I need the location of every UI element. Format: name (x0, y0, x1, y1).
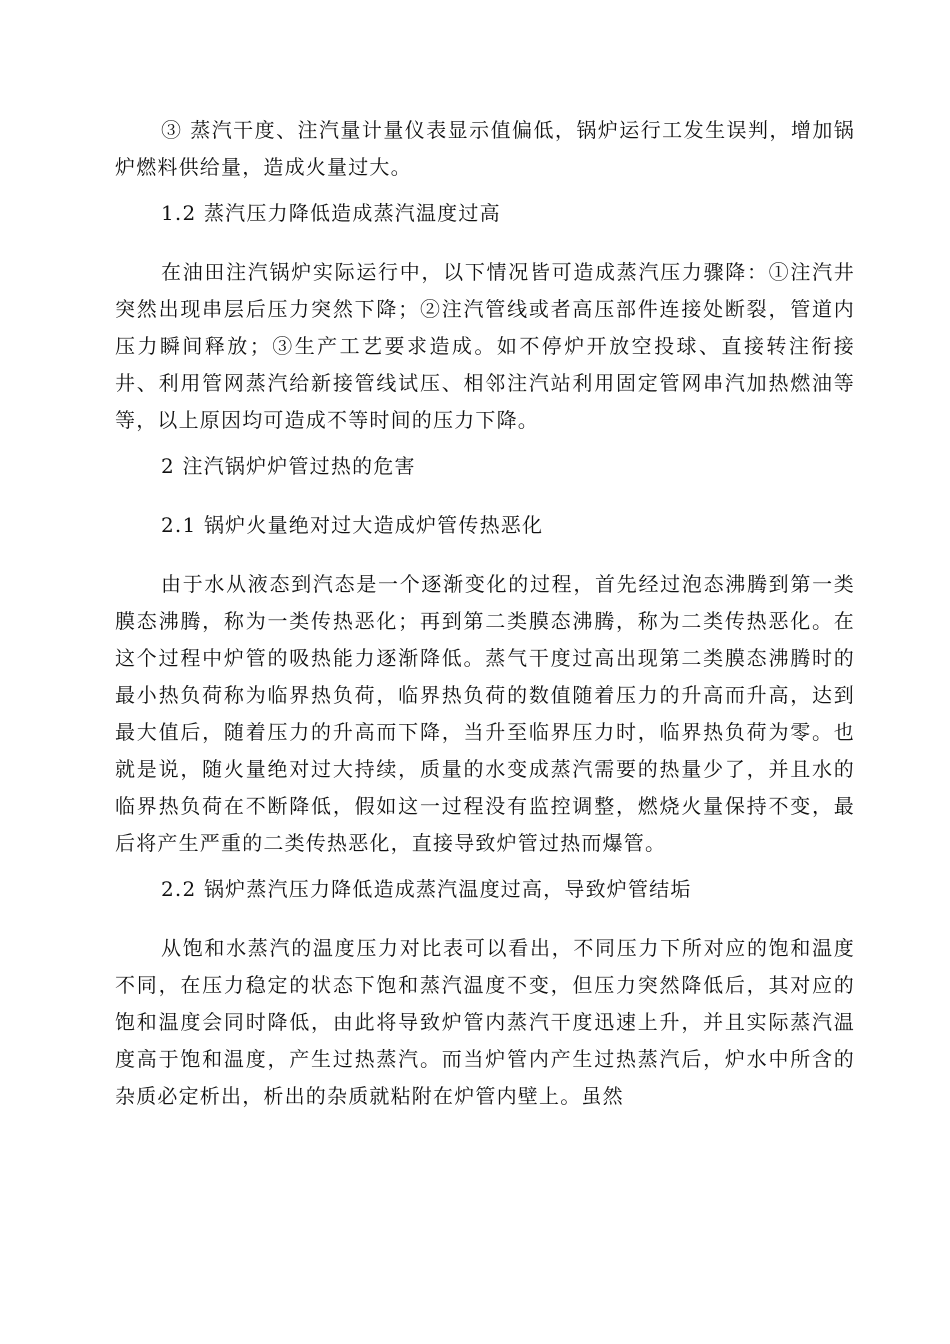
document-body (115, 112, 855, 1115)
section-heading-2-1: 2.1 锅炉火量绝对过大造成炉管传热恶化 (161, 513, 544, 537)
section-heading-2: 2 注汽锅炉炉管过热的危害 (161, 454, 416, 478)
paragraph-scaling: 从饱和水蒸汽的温度压力对比表可以看出，不同压力下所对应的饱和温度不同，在压力稳定的状态下饱和蒸汽温度不变，但压力突然降低后，其对应的饱和温度会同时降低，由此将导致炉管内蒸汽干度迅速上升，并且实际蒸汽温度高于饱和温度，产生过热蒸汽。而当炉管内产生过热蒸汽后，炉水中所含的杂质必定析出，析出的杂质就粘附在炉管内壁上。虽然 (115, 936, 855, 1108)
paragraph-pressure-drop-causes: 在油田注汽锅炉实际运行中，以下情况皆可造成蒸汽压力骤降：①注汽井突然出现串层后压力突然下降；②注汽管线或者高压部件连接处断裂，管道内压力瞬间释放；③生产工艺要求造成。如不停炉开放空投球、直接转注衔接井、利用管网蒸汽给新接管线试压、相邻注汽站利用固定管网串汽加热燃油等等，以上原因均可造成不等时间的压力下降。 (115, 260, 855, 432)
paragraph-item-3: ③ 蒸汽干度、注汽量计量仪表显示值偏低，锅炉运行工发生误判，增加锅炉燃料供给量，造成火量过大。 (115, 118, 855, 179)
section-heading-1-2: 1.2 蒸汽压力降低造成蒸汽温度过高 (161, 201, 501, 225)
section-heading-2-2: 2.2 锅炉蒸汽压力降低造成蒸汽温度过高，导致炉管结垢 (161, 877, 692, 901)
paragraph-heat-transfer-deterioration: 由于水从液态到汽态是一个逐渐变化的过程，首先经过泡态沸腾到第一类膜态沸腾，称为一类传热恶化；再到第二类膜态沸腾，称为二类传热恶化。在这个过程中炉管的吸热能力逐渐降低。蒸气干度过高出现第二类膜态沸腾时的最小热负荷称为临界热负荷，临界热负荷的数值随着压力的升高而升高，达到最大值后，随着压力的升高而下降，当升至临界压力时，临界热负荷为零。也就是说，随火量绝对过大持续，质量的水变成蒸汽需要的热量少了，并且水的临界热负荷在不断降低，假如这一过程没有监控调整，燃烧火量保持不变，最后将产生严重的二类传热恶化，直接导致炉管过热而爆管。 (115, 572, 855, 855)
